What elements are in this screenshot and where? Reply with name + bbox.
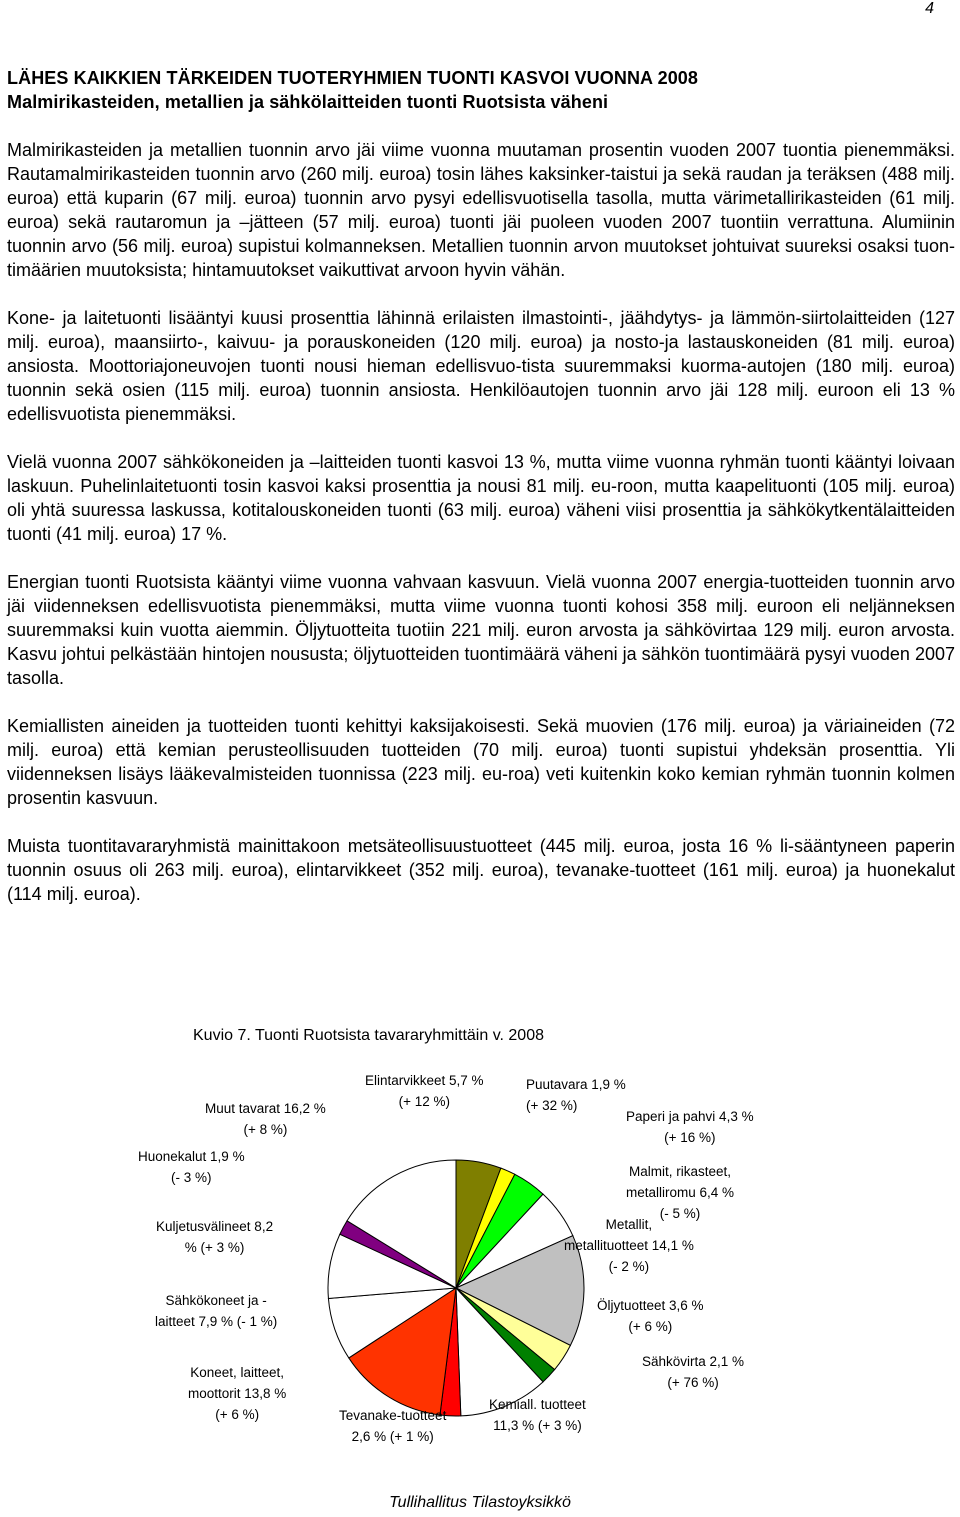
label-metallit: Metallit, metallituotteet 14,1 % (- 2 %) [564,1217,694,1274]
paragraph-other: Muista tuontitavararyhmistä mainittakoon metsäteollisuustuotteet (445 milj. euroa, josta 16 % li-sääntyneen paperin tuonnin osuus oli 263 milj. euroa), elintarvikkeet (352 milj. euroa), tevanake-tuotteet (161 milj. euroa) ja huonekalut (114 milj. euroa). [7,836,955,904]
sub-heading: Malmirikasteiden, metallien ja sähkölaitteiden tuonti Ruotsista väheni [7,92,609,112]
article-body [7,66,955,906]
label-puutavara: Puutavara 1,9 % (+ 32 %) [526,1077,626,1113]
paragraph-energy: Energian tuonti Ruotsista kääntyi viime vuonna vahvaan kasvuun. Vielä vuonna 2007 energia-tuotteiden tuonnin arvo jäi viidenneksen edellisvuotista pienemmäksi, mutta viime vuonna tuonti kohosi 358 milj. euroon eli neljänneksen suuremmaksi kuin vuotta aiemmin. Öljytuotteita tuotiin 221 milj. euron arvosta ja sähkövirtaa 129 milj. euron arvosta. Kasvu johtui pelkästään hintojen noususta; öljytuotteiden tuontimäärä väheni ja sähkön tuontimäärä pysyi vuoden 2007 tasolla. [7,572,955,688]
paragraph-chemicals: Kemiallisten aineiden ja tuotteiden tuonti kehittyi kaksijakoisesti. Sekä muovien (176 milj. euroa) ja väriaineiden (72 milj. euroa) että kemian perusteollisuuden tuotteiden (70 milj. euroa) tuonti supistui yhdeksän prosenttia. Yli viidenneksen lisäys lääkevalmisteiden tuonnissa (223 milj. eu-roa) veti kuitenkin koko kemian ryhmän tuonnin kolmen prosentin kasvuun. [7,716,955,808]
main-heading: LÄHES KAIKKIEN TÄRKEIDEN TUOTERYHMIEN TUONTI KASVOI VUONNA 2008 [7,68,699,88]
figure-title: Kuvio 7. Tuonti Ruotsista tavararyhmittäin v. 2008 [193,1027,544,1044]
label-kuljetus: Kuljetusvälineet 8,2 % (+ 3 %) [156,1219,274,1255]
label-muut: Muut tavarat 16,2 % (+ 8 %) [205,1101,326,1137]
page-number: 4 [925,0,934,17]
label-kemiall: Kemiall. tuotteet 11,3 % (+ 3 %) [489,1397,586,1433]
label-huonekalut: Huonekalut 1,9 % (- 3 %) [138,1149,245,1185]
label-paperi: Paperi ja pahvi 4,3 % (+ 16 %) [626,1109,754,1145]
label-koneet: Koneet, laitteet, moottorit 13,8 % (+ 6 %) [188,1365,287,1422]
paragraph-electrical: Vielä vuonna 2007 sähkökoneiden ja –laitteiden tuonti kasvoi 13 %, mutta viime vuonna ryhmän tuonti kääntyi loivaan laskuun. Puhelinlaitetuonti tosin kasvoi kaksi prosenttia ja nousi 81 milj. eu-roon, mutta kaapelituonti (105 milj. euroa) oli yhtä suuressa laskussa, kotitalouskoneiden tuonti (63 milj. euroa) väheni viisi prosenttia ja sähkökytkentälaitteiden tuonti (41 milj. euroa) 17 %. [7,452,955,544]
pie-chart [0,1050,960,1470]
label-sahkovirta: Sähkövirta 2,1 % (+ 76 %) [642,1354,745,1390]
footer: Tullihallitus Tilastoyksikkö [389,1494,571,1511]
paragraph-metals: Malmirikasteiden ja metallien tuonnin arvo jäi viime vuonna muutaman prosentin vuoden 2007 tuontia pienemmäksi. Rautamalmirikasteiden tuonnin arvo (260 milj. euroa) tosin lähes kaksinker-taistui ja sekä raudan ja teräksen (488 milj. euroa) että kuparin (67 milj. euroa) tuonnin arvo pysyi edellisvuotisella tasolla, mutta värimetallirikasteiden (61 milj. euroa) sekä rautaromun ja –jätteen (57 milj. euroa) tuonti jäi puoleen vuoden 2007 tuontiin verrattuna. Alumiinin tuonnin arvo (56 milj. euroa) supistui kolmanneksen. Metallien tuonnin arvon muutokset johtuivat suureksi osaksi tuon-timäärien muutoksista; hintamuutokset vaikuttivat arvoon hyvin vähän. [7,140,955,280]
label-oljytuotteet: Öljytuotteet 3,6 % (+ 6 %) [597,1298,704,1334]
label-elintarvikkeet: Elintarvikkeet 5,7 % (+ 12 %) [365,1073,484,1109]
label-tevanake: Tevanake-tuotteet 2,6 % (+ 1 %) [339,1408,447,1444]
label-malmit: Malmit, rikasteet, metalliromu 6,4 % (- 5 %) [626,1164,735,1221]
pie-chart-svg [0,1050,960,1470]
label-sahkokoneet: Sähkökoneet ja - laitteet 7,9 % (- 1 %) [155,1293,278,1329]
paragraph-machinery: Kone- ja laitetuonti lisääntyi kuusi prosenttia lähinnä erilaisten ilmastointi-, jäähdytys- ja lämmön-siirtolaitteiden (127 milj. euroa), maansiirto-, kaivuu- ja porauskoneiden (120 milj. euroa) ja nosto-ja lastauskoneiden (81 milj. euroa) ansiosta. Moottoriajoneuvojen tuonti nousi hieman edellisvuo-tista suuremmaksi kuorma-autojen (180 milj. euroa) tuonnin sekä osien (115 milj. euroa) tuonnin ansiosta. Henkilöautojen tuonnin arvo jäi 128 milj. euroon eli 13 % edellisvuotista pienemmäksi. [7,308,955,424]
